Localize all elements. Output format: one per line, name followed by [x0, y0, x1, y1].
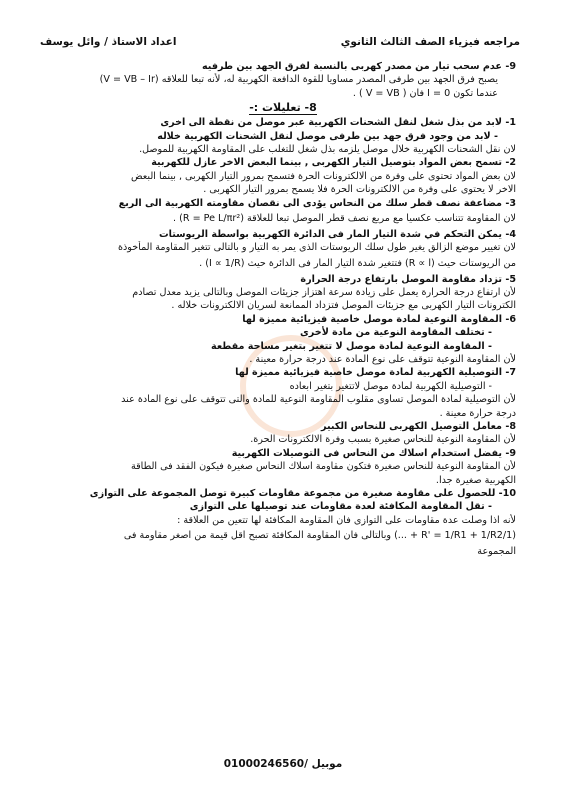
statement-heading: 1- لابد من بذل شغل لنقل الشحنات الكهربية عبر موصل من نقطة الى اخرى	[160, 117, 516, 129]
text-line: درجة حرارة معينة .	[439, 407, 516, 419]
text-line: لأن ارتفاع درجة الحرارة يعمل على زيادة سرعة اهتزاز جزيئات الموصل وبالتالى يزيد معدل تصادم	[132, 287, 516, 299]
footer-phone: موبيل /01000246560	[223, 758, 343, 770]
statement-heading: 2- تسمح بعض المواد بتوصيل التيار الكهربى , بينما البعض الاخر عازل للكهربية	[151, 157, 516, 169]
section-title-text: 8- تعليلات :-	[249, 101, 317, 115]
page-footer	[0, 758, 566, 770]
text-line: الكترونات التيار الكهربى مع جزيئات الموصل فتزداد الممانعة لسريان الالكترونات خلاله .	[171, 300, 516, 312]
document-body	[50, 60, 516, 559]
text-line: يصبح فرق الجهد بين طرفى المصدر مساويا للقوة الدافعة الكهربية له، لأنه تبعا للعلاقه (V = VB – Ir)	[99, 74, 498, 86]
statement-heading: 5- تزداد مقاومة الموصل بارتفاع درجة الحرارة	[300, 273, 516, 285]
text-line: لان المقاومة تتناسب عكسيا مع مربع نصف قطر الموصل تبعا للعلاقة (R = Pe L/πr²) .	[173, 212, 516, 224]
statement-heading: - لابد من وجود فرق جهد بين طرفى موصل لنقل الشحنات الكهربية خلاله	[157, 130, 498, 142]
text-line: (1/R' = 1/R1 + 1/R2 + ...) وبالتالى فان المقاومة المكافئة تصبح اقل قيمة من اصغر مقاومة فى	[123, 530, 516, 542]
header-author: اعداد الاستاذ / وائل يوسف	[40, 36, 177, 48]
statement-heading: 9- عدم سحب تيار من مصدر كهربى بالنسبة لفرق الجهد بين طرفيه	[201, 61, 516, 72]
text-line: لأنه اذا وصلت عدة مقاومات على التوازى فان المقاومة المكافئة لها تتعين من العلاقة :	[177, 514, 516, 526]
text-line: لأن المقاومة النوعية تتوقف على نوع المادة عند درجة حرارة معينة .	[249, 354, 516, 366]
statement-heading: 6- المقاومة النوعية لمادة موصل خاصية فيزيائية مميزة لها	[242, 313, 516, 325]
text-line: لان بعض المواد تحتوى على وفرة من الالكترونات الحرة فتسمح بمرور التيار الكهربى , بينما البعض	[131, 170, 516, 182]
text-line: الكهربية صغيرة جدا.	[435, 474, 516, 486]
text-line: المجموعة	[477, 546, 516, 558]
statement-heading: 9- يفضل استخدام اسلاك من النحاس فى التوصيلات الكهربية	[231, 447, 516, 459]
text-line: لأن المقاومة النوعية للنحاس صغيرة بسبب وفرة الالكترونات الحرة.	[250, 434, 516, 446]
text-line: لان نقل الشحنات الكهربية خلال موصل يلزمه بذل شغل للتغلب على المقاومة الكهربية للموصل.	[139, 143, 516, 155]
statement-heading: - تختلف المقاومة النوعية من مادة لأخرى	[300, 327, 492, 339]
text-line: من الريوستات حيث (R ∝ l) فتتغير شدة التيار المار فى الدائرة حيث (I ∝ 1/R) .	[199, 257, 516, 269]
text-line: عندما تكون I = 0 فان ( V = VB ) .	[352, 87, 498, 99]
text-line: لان تغيير موضع الزالق يغير طول سلك الريوستات الذى يمر به التيار و بالتالى تتغير المقاومة المأخوذة	[118, 242, 516, 254]
text-line: الاخر لا يحتوى على وفرة من الالكترونات الحرة فلا يسمح بمرور التيار الكهربى .	[203, 184, 516, 196]
text-line: لأن المقاومة النوعية للنحاس صغيرة فتكون مقاومة اسلاك النحاس صغيرة فيكون الفقد فى الطاقة	[130, 461, 516, 473]
page-header	[40, 36, 520, 52]
statement-heading: - المقاومة النوعية لمادة موصل لا تتغير بتغير مساحة مقطعة	[211, 340, 492, 352]
section-title	[50, 100, 516, 116]
statement-heading: - تقل المقاومة المكافئة لعدة مقاومات عند توصيلها على التوازى	[189, 501, 492, 513]
statement-heading: 10- للحصول على مقاومة صغيرة من مجموعة مقاومات كبيرة توصل المجموعة على التوازى	[89, 487, 516, 499]
statement-heading: 4- يمكن التحكم في شدة التيار المار فى الدائرة الكهربية بواسطة الريوستات	[158, 228, 516, 240]
statement-heading: 8- معامل التوصيل الكهربى للنحاس الكبير	[321, 420, 516, 432]
text-line: - التوصيلية الكهربية لمادة موصل لاتتغير بتغير ابعاده	[289, 380, 492, 392]
statement-heading: 7- التوصيلية الكهربية لمادة موصل خاصية فيزيائية مميزة لها	[235, 367, 516, 379]
header-title: مراجعه فيزياء الصف الثالث الثانوي	[340, 36, 520, 48]
text-line: لأن التوصيلية لمادة الموصل تساوى مقلوب المقاومة النوعية للمادة والتى تتوقف على نوع المادة عند	[121, 394, 516, 406]
statement-heading: 3- مضاعفة نصف قطر سلك من النحاس يؤدى الى نقصان مقاومته الكهربية الى الربع	[118, 197, 516, 209]
